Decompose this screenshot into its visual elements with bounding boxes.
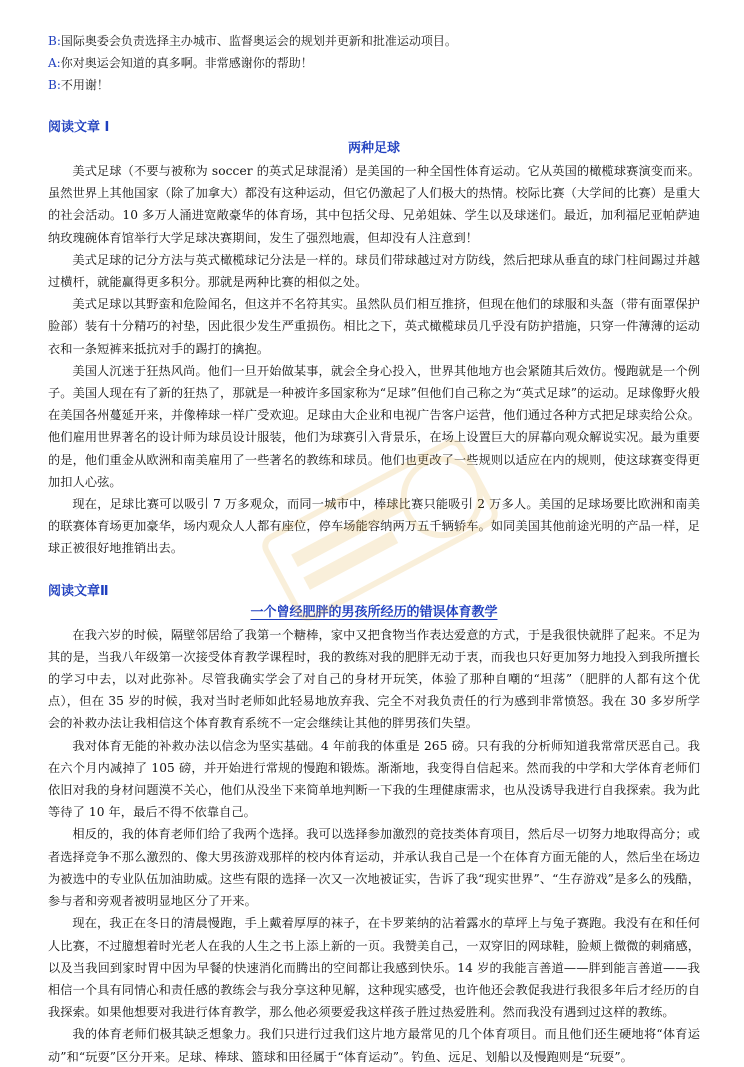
dialogue-text: 你对奥运会知道的真多啊。非常感谢你的帮助！ bbox=[60, 56, 313, 70]
paragraph: 美式足球的记分方法与英式橄榄球记分法是一样的。球员们带球越过对方防线，然后把球从垂直的球门柱间踢过并越过横杆，就能赢得更多积分。那就是两种比赛的相似之处。 bbox=[48, 252, 700, 290]
paragraph: 我的体育老师们极其缺乏想象力。我们只进行过我们这片地方最常见的几个体育项目。而且他们还生硬地将“体育运动”和“玩耍”区分开来。足球、棒球、篮球和田径属于“体育运动”。钓鱼、远足、划船以及慢跑则是“玩耍”。 bbox=[48, 1027, 700, 1064]
paragraph: 相反的，我的体育老师们给了我两个选择。我可以选择参加激烈的竞技类体育项目，然后尽一切努力地取得高分；或者选择竞争不那么激烈的、像大男孩游戏那样的校内体育运动，并承认我自己是一个在体育方面无能的人，然后坐在场边为被选中的专业队伍加油助威。这些有限的选择一次又一次地被证实，告诉了我“现实世界”、“生存游戏”是多么的残酷，参与者和旁观者被明显地区分了开来。 bbox=[48, 827, 700, 909]
paragraph: 现在，我正在冬日的清晨慢跑，手上戴着厚厚的袜子，在卡罗莱纳的沾着露水的草坪上与兔子赛跑。我没有在和任何人比赛，不过臆想着时光老人在我的人生之书上添上新的一页。我赞美自己，一双穿旧的网球鞋，脸颊上微微的刺痛感，以及当我回到家时胃中因为早餐的快速消化而腾出的空间都让我感到快乐。14 岁的我能言善道——胖到能言善道——我相信一个具有同情心和责任感的教练会与我分享这种见解，这种现实感受，也许他还会教促我进行我很多年后才经历的自我探索。如果他想要对我进行体育教学，那么他必须要爱我这样孩子胜过热爱胜利。然而我没有遇到过这样的教练。 bbox=[48, 916, 700, 1020]
speaker-label: B: bbox=[48, 34, 61, 48]
dialogue-text: 不用谢！ bbox=[60, 78, 109, 92]
article-1 bbox=[48, 118, 700, 560]
section-heading: 阅读文章 I bbox=[48, 120, 110, 135]
dialogue-block bbox=[48, 30, 700, 96]
dialogue-text: 国际奥委会负责选择主办城市、监督奥运会的规划并更新和批准运动项目。 bbox=[60, 34, 457, 48]
document-page bbox=[48, 30, 700, 1067]
paragraph: 美国人沉迷于狂热风尚。他们一旦开始做某事，就会全身心投入，世界其他地方也会紧随其后效仿。慢跑就是一个例子。美国人现在有了新的狂热了，那就是一种被许多国家称为“足球”但他们自己称之为“英式足球”的运动。足球像野火般在美国各州蔓延开来，并像棒球一样广受欢迎。足球由大企业和电视广告客户运营，他们通过各种方式把足球卖给公众。他们雇用世界著名的设计师为球员设计服装，他们为球赛引入背景乐，在场上设置巨大的屏幕向观众解说实况。最为重要的是，他们重金从欧洲和南美雇用了一些著名的教练和球员。他们也更改了一些规则以适应在内的规则，使这球赛变得更加扣人心弦。 bbox=[48, 363, 700, 489]
dialogue-line bbox=[48, 52, 700, 74]
dialogue-line bbox=[48, 30, 700, 52]
article-title: 一个曾经肥胖的男孩所经历的错误体育教学 bbox=[250, 604, 498, 620]
article-2 bbox=[48, 582, 700, 1067]
speaker-label: B: bbox=[48, 78, 61, 92]
section-heading: 阅读文章Ⅱ bbox=[48, 583, 109, 599]
paragraph: 美式足球（不要与被称为 soccer 的英式足球混淆）是美国的一种全国性体育运动。它从英国的橄榄球赛演变而来。虽然世界上其他国家（除了加拿大）都没有这种运动，但它仍激起了人们极大的热情。校际比赛（大学间的比赛）是重大的社会活动。10 多万人涌进宽敞豪华的体育场，其中包括父母、兄弟姐妹、学生以及球迷们。最近，加利福尼亚帕萨迪纳玫瑰碗体育馆举行大学足球决赛期间，发生了强烈地震，但却没有人注意到！ bbox=[48, 164, 700, 245]
paragraph: 我对体育无能的补救办法以信念为坚实基础。4 年前我的体重是 265 磅。只有我的分析师知道我常常厌恶自己。我在六个月内减掉了 105 磅，并开始进行常规的慢跑和锻炼。渐渐地，我变得自信起来。然而我的中学和大学体育老师们依旧对我的身材问题漠不关心，他们从没坐下来简单地判断一下我的生理健康需求，也从没诱导我进行自我探索。我为此等待了 10 年，最后不得不依靠自己。 bbox=[48, 738, 700, 820]
paragraph: 现在，足球比赛可以吸引 7 万多观众，而同一城市中，棒球比赛只能吸引 2 万多人。美国的足球场要比欧洲和南美的联赛体育场更加豪华，场内观众人人都有座位，停车场能容纳两万五千辆轿车。如同美国其他前途光明的产品一样，足球正被很好地推销出去。 bbox=[48, 497, 700, 556]
dialogue-line bbox=[48, 74, 700, 96]
paragraph: 美式足球以其野蛮和危险闻名，但这并不名符其实。虽然队员们相互推挤，但现在他们的球服和头盔（带有面罩保护脸部）装有十分精巧的衬垫，因此很少发生严重损伤。相比之下，英式橄榄球员几乎没有防护措施，只穿一件薄薄的运动衣和一条短裤来抵抗对手的踢打的擒抱。 bbox=[48, 297, 700, 356]
paragraph: 在我六岁的时候，隔壁邻居给了我第一个糖棒，家中又把食物当作表达爱意的方式，于是我很快就胖了起来。不足为其的是，当我八年级第一次接受体育教学课程时，我的教练对我的肥胖无动于衷，而我也只好更加努力地投入到我所擅长的学习中去，以对此弥补。尽管我确实学会了对自己的身材开玩笑，体验了那种自嘲的“坦荡”（肥胖的人都有这个优点），但在 35 岁的时候，我对当时老师如此轻易地放弃我、完全不对我负责任的行为感到非常愤怒。我在 30 多岁所学会的补救办法让我相信这个体育教育系统不一定会继续让其他的胖男孩们失望。 bbox=[48, 627, 700, 731]
speaker-label: A: bbox=[48, 56, 61, 70]
article-title: 两种足球 bbox=[347, 141, 400, 156]
